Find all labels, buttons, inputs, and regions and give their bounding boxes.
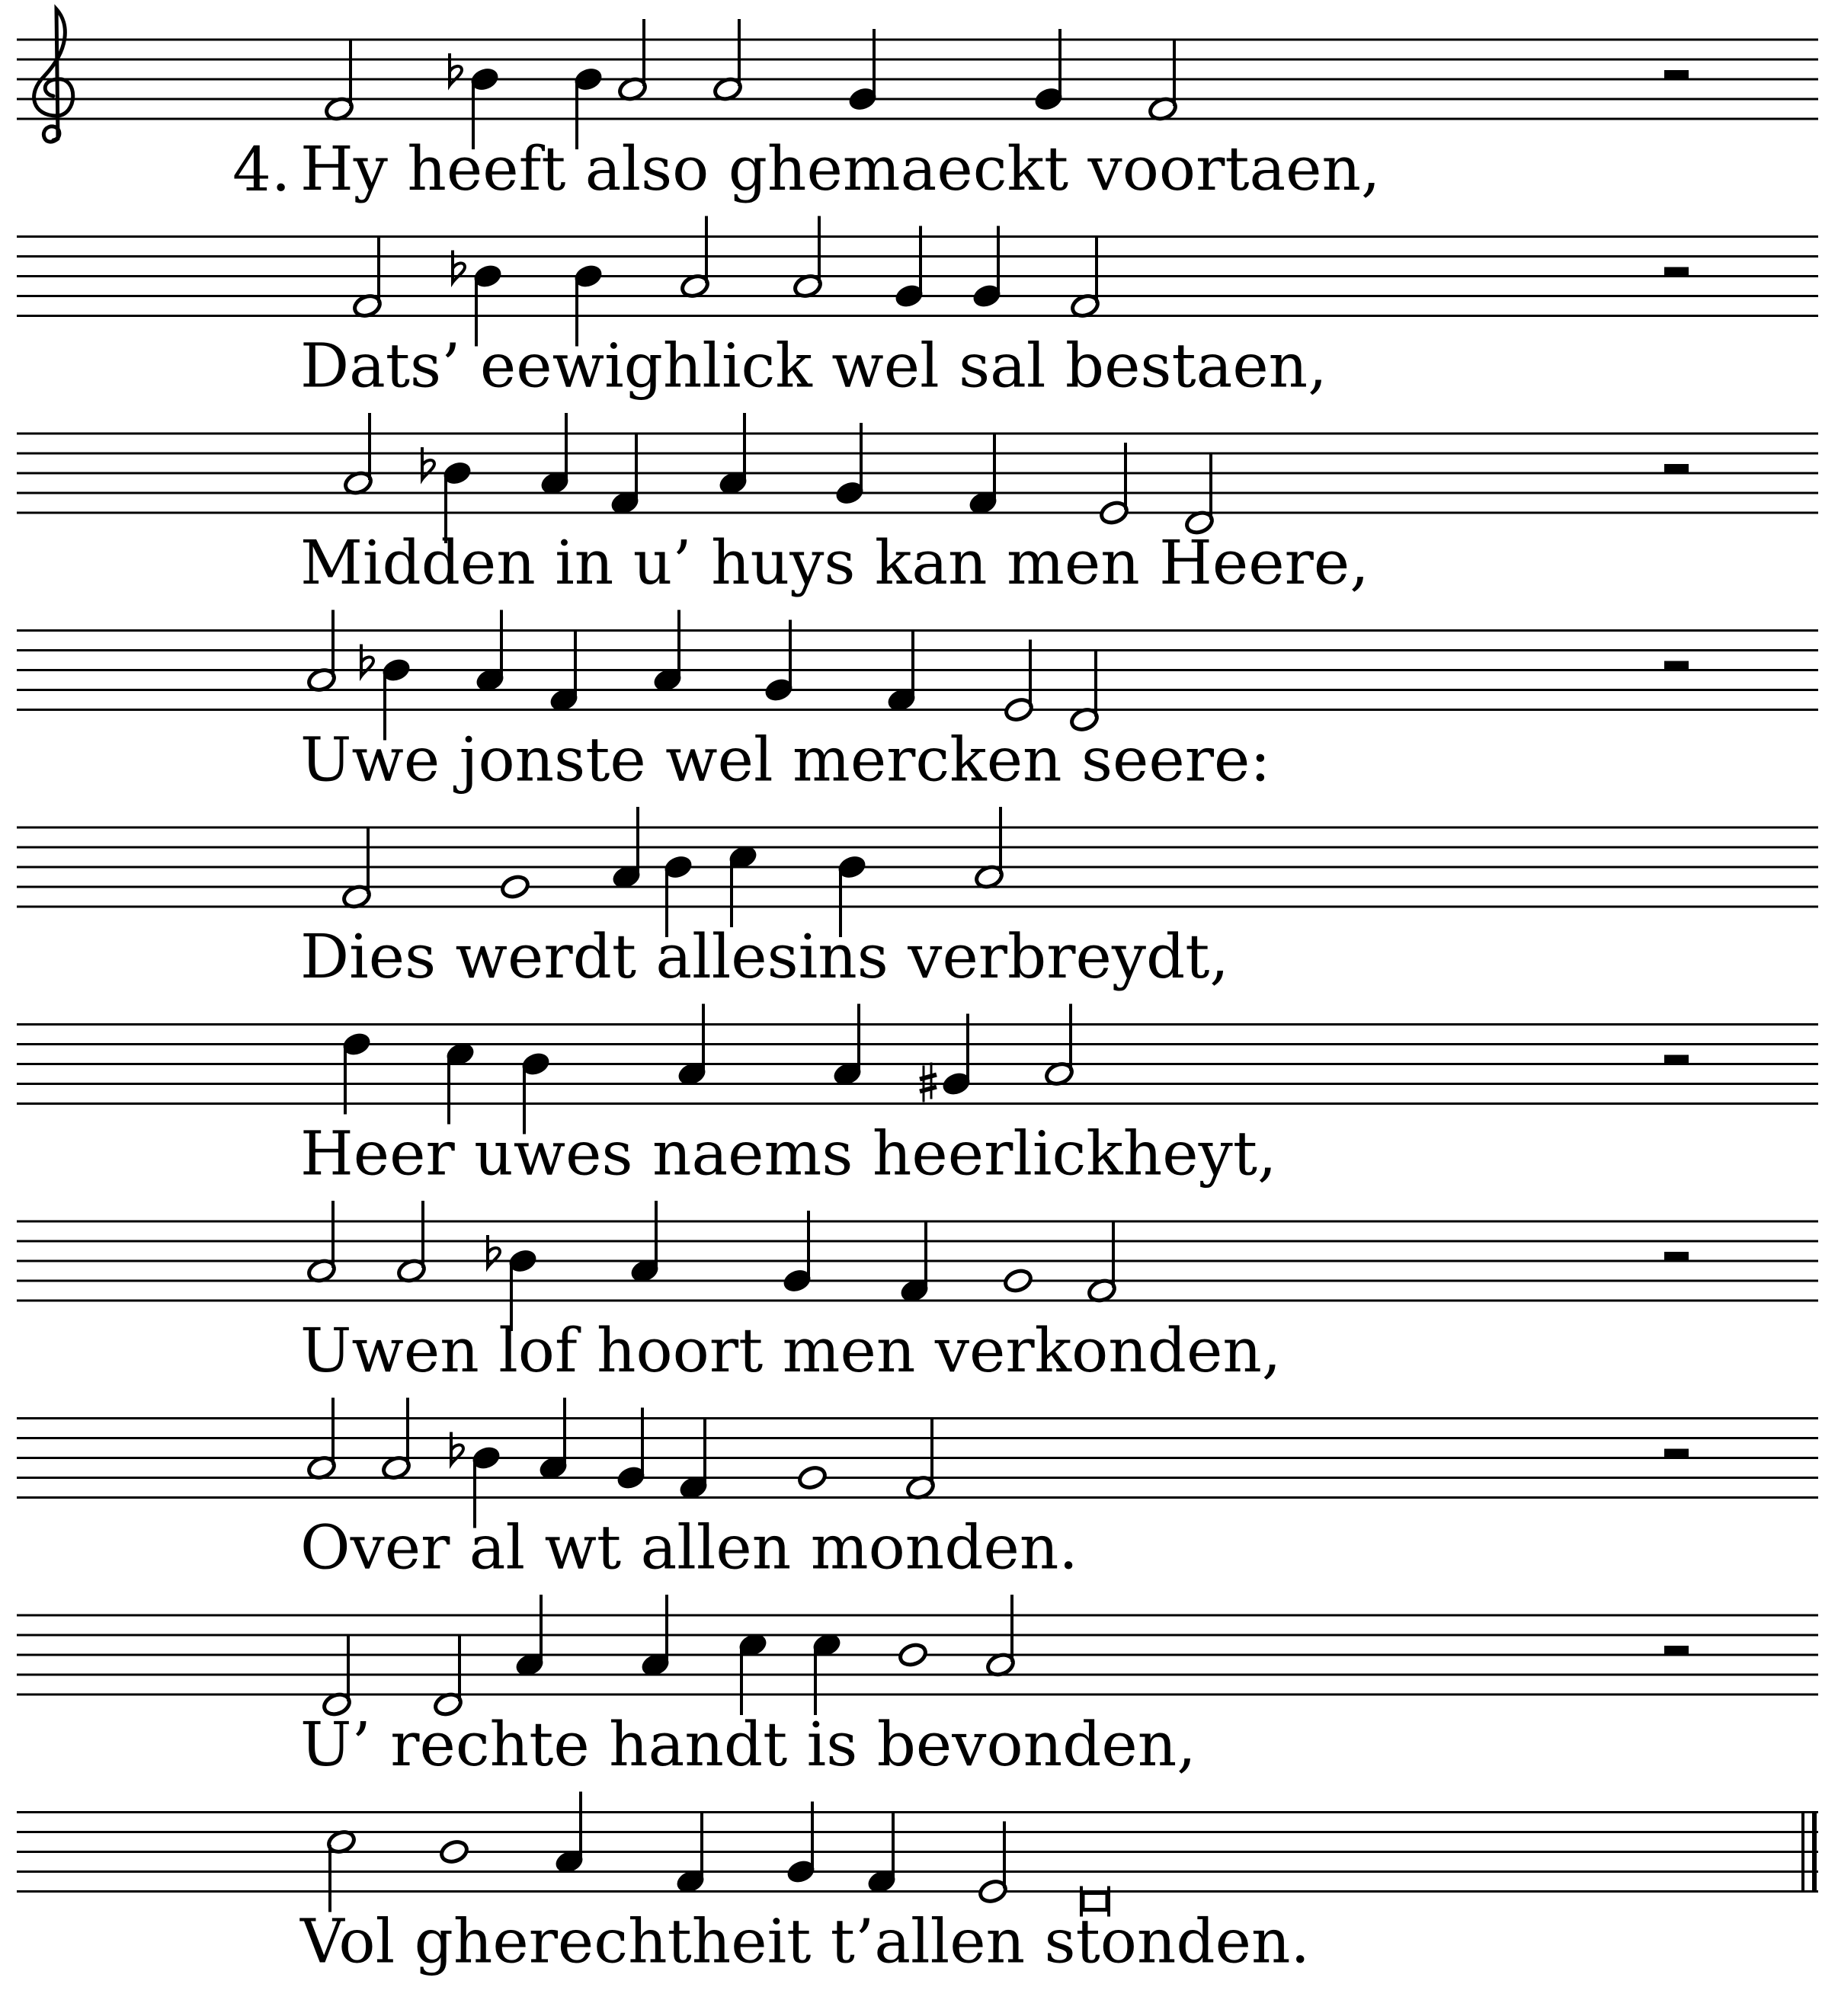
staff: [17, 237, 1818, 316]
flat-icon: [450, 53, 462, 85]
note: [500, 874, 531, 901]
note: [675, 1812, 706, 1895]
note: [886, 630, 917, 713]
half-rest-icon: [1664, 70, 1689, 79]
staff: [17, 1813, 1818, 1892]
note: [1004, 640, 1035, 723]
note: [678, 1418, 709, 1501]
note: [1148, 39, 1179, 122]
music-system: [17, 216, 1818, 402]
lyric-line: Hy heeft also ghemaeckt voortaen,: [300, 133, 1381, 204]
note: [1003, 1268, 1034, 1294]
staff: [17, 1025, 1818, 1104]
note: [866, 1812, 898, 1895]
note: [514, 1595, 546, 1678]
music-system: [17, 9, 1818, 205]
note: [728, 844, 759, 927]
note: [677, 1004, 708, 1087]
lyric-line: Uwen lof hoort men verkonden,: [300, 1315, 1282, 1386]
lyric-line: Dies werdt allesins verbreydt,: [300, 921, 1229, 992]
lyric-line: Over al wt allen monden.: [300, 1512, 1078, 1583]
verse-number: 4.: [232, 134, 291, 205]
note: [782, 1211, 813, 1294]
half-rest-icon: [1664, 1252, 1689, 1261]
note: [1044, 1004, 1075, 1087]
note: [1099, 443, 1130, 526]
note: [433, 1634, 464, 1717]
note: [1070, 236, 1101, 319]
note: [894, 226, 925, 309]
note: [1033, 29, 1065, 112]
flat-icon: [361, 645, 373, 677]
half-notehead: [1003, 1268, 1034, 1294]
music-system: [17, 413, 1818, 598]
half-notehead: [439, 1838, 470, 1865]
note: [306, 1398, 338, 1481]
music-system: [17, 1792, 1818, 1977]
flat-icon: [451, 1432, 463, 1464]
note: [764, 620, 795, 703]
note: [718, 413, 749, 496]
half-notehead: [898, 1642, 929, 1669]
systems-layer: [17, 9, 1818, 1977]
note: [341, 827, 373, 910]
half-rest-icon: [1664, 267, 1689, 277]
music-system: [17, 1398, 1818, 1583]
note: [540, 413, 571, 496]
lyric-line: Heer uwes naems heerlickheyt,: [300, 1118, 1277, 1189]
note: [445, 1041, 476, 1124]
note: [629, 1201, 661, 1284]
note: [381, 1398, 412, 1481]
note: [640, 1595, 671, 1678]
staff: [17, 631, 1818, 710]
music-system: [17, 610, 1818, 795]
half-rest-icon: [1664, 1646, 1689, 1655]
note: [834, 423, 866, 506]
note: [905, 1418, 937, 1501]
note: [352, 236, 383, 319]
lyric-line: Dats’ eewighlick wel sal bestaen,: [300, 330, 1327, 402]
note: [538, 1398, 569, 1481]
note: [611, 807, 642, 890]
half-notehead: [797, 1464, 828, 1491]
flat-icon: [422, 447, 434, 479]
note: [306, 610, 338, 693]
note: [968, 433, 999, 516]
note: [797, 1464, 828, 1491]
note: [554, 1792, 585, 1875]
sharp-icon: [920, 1063, 937, 1102]
note: [847, 29, 879, 112]
note: [680, 216, 711, 299]
note: [475, 610, 506, 693]
lyric-line: Midden in u’ huys kan men Heere,: [300, 527, 1369, 598]
lyric-line: Vol gherechtheit t’allen stonden.: [300, 1906, 1310, 1977]
note: [786, 1802, 817, 1885]
note: [1087, 1221, 1118, 1304]
music-system: [17, 1201, 1818, 1386]
note: [920, 1014, 972, 1102]
note: [985, 1595, 1017, 1678]
note: [617, 19, 648, 102]
note: [322, 1634, 353, 1717]
note: [974, 807, 1005, 890]
note: [712, 19, 744, 102]
note: [616, 1408, 647, 1491]
note: [978, 1822, 1009, 1905]
note: [1069, 650, 1100, 733]
note: [793, 216, 824, 299]
flat-icon: [453, 251, 465, 283]
note: [832, 1004, 863, 1087]
music-system: [17, 1595, 1818, 1780]
music-system: [17, 807, 1818, 992]
staff: [17, 40, 1818, 119]
note: [610, 433, 641, 516]
note: [306, 1201, 338, 1284]
half-rest-icon: [1664, 1055, 1689, 1064]
half-rest-icon: [1664, 464, 1689, 473]
lyric-line: Uwe jonste wel mercken seere:: [300, 724, 1271, 795]
staff: [17, 827, 1818, 907]
note: [899, 1221, 930, 1304]
half-notehead: [500, 874, 531, 901]
half-rest-icon: [1664, 1449, 1689, 1458]
note: [1184, 453, 1215, 536]
note: [549, 630, 580, 713]
note: [396, 1201, 427, 1284]
flat-icon: [488, 1235, 500, 1267]
note: [326, 1829, 357, 1912]
music-system: [17, 1004, 1818, 1189]
half-rest-icon: [1664, 661, 1689, 670]
staff: [17, 434, 1818, 513]
note: [738, 1632, 769, 1715]
note: [972, 226, 1003, 309]
note: [898, 1642, 929, 1669]
note: [341, 1031, 373, 1114]
note: [439, 1838, 470, 1865]
treble-clef-icon: [34, 9, 73, 142]
note: [343, 413, 374, 496]
note: [812, 1632, 843, 1715]
note: [324, 39, 355, 122]
lyric-line: U’ rechte handt is bevonden,: [300, 1709, 1196, 1780]
note: [652, 610, 684, 693]
